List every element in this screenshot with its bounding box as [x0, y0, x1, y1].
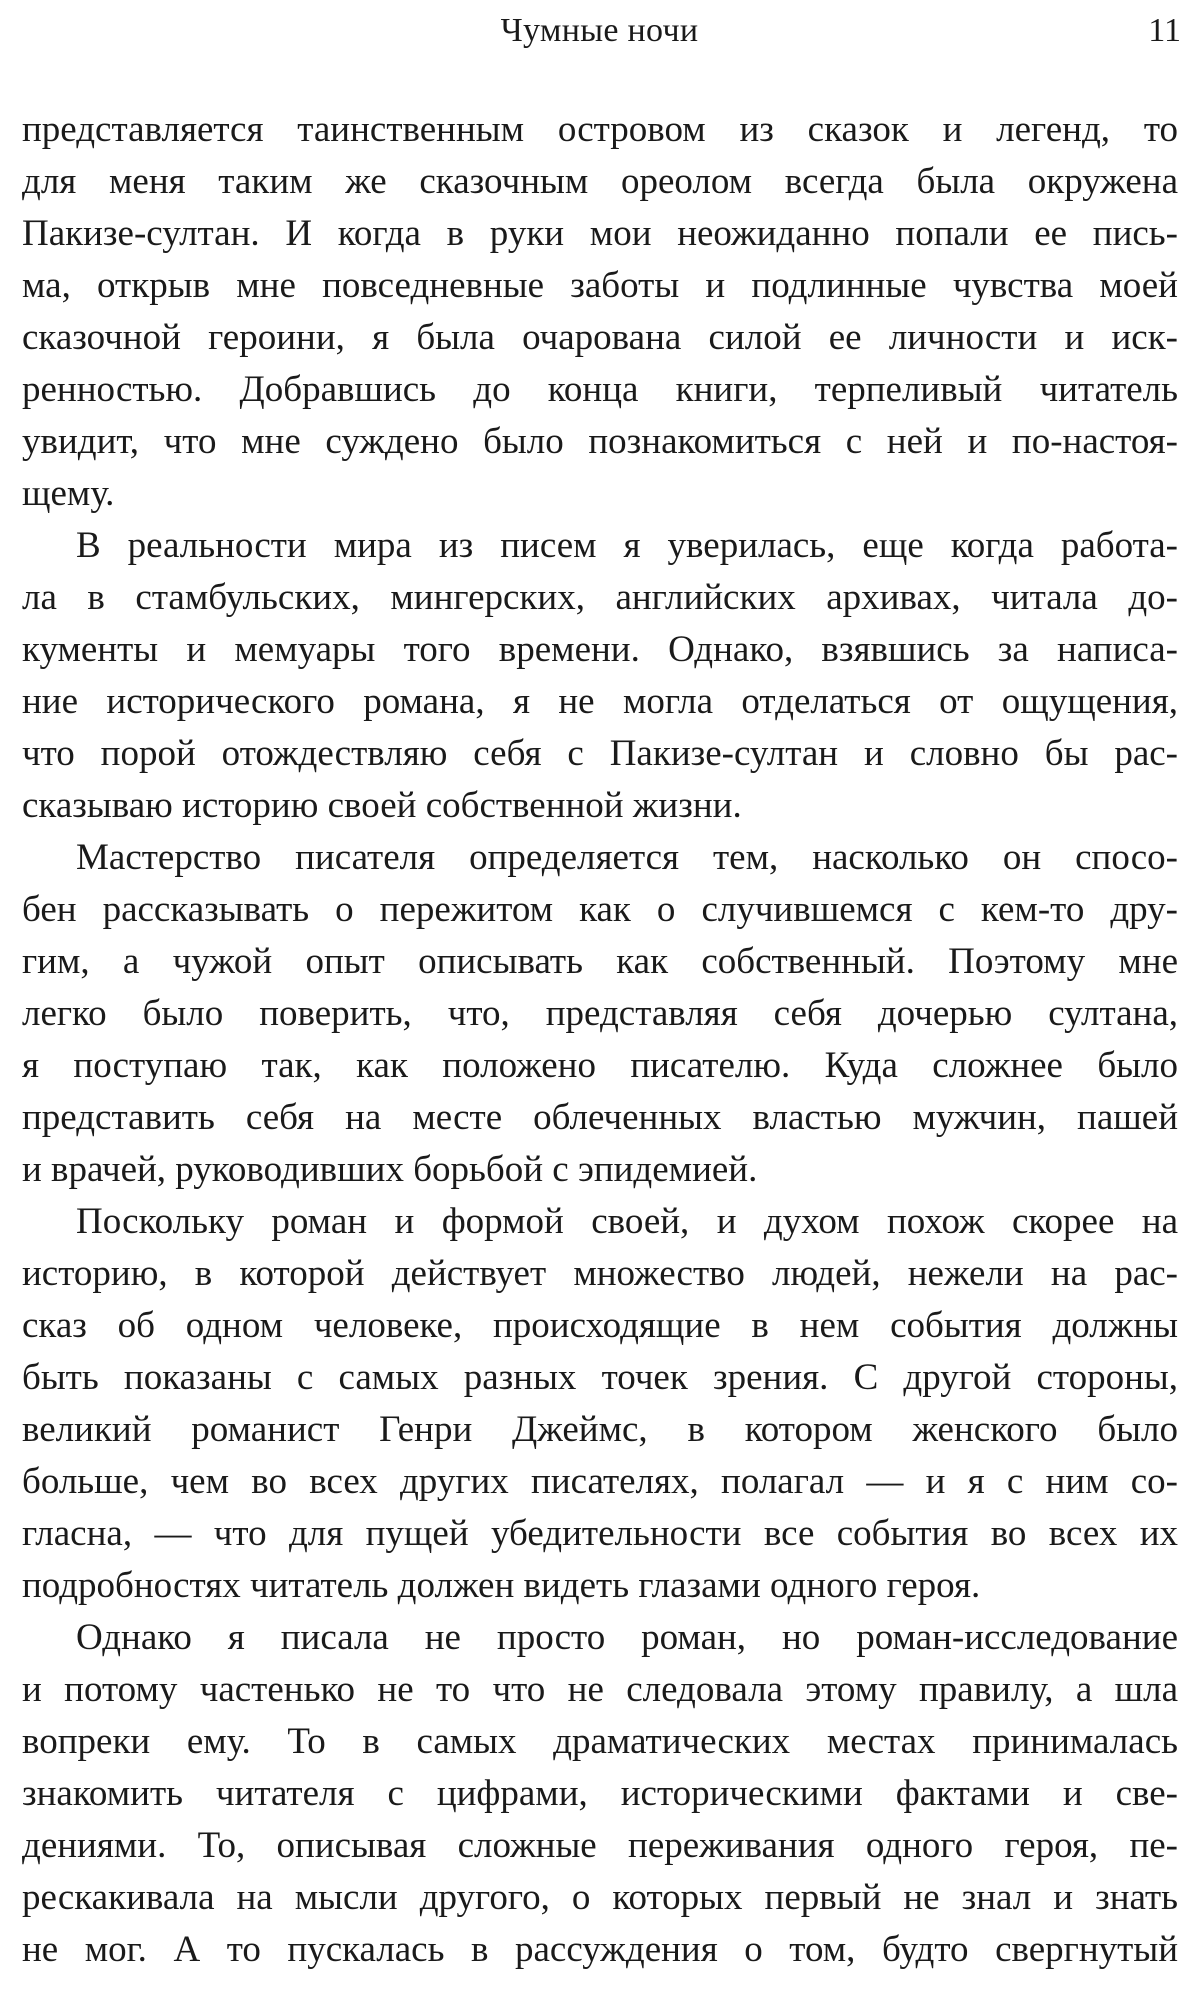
- text-line: ла в стамбульских, мингерских, английских архивах, читала до-: [22, 577, 1178, 618]
- text-line: Пакизе-султан. И когда в руки мои неожиданно попали ее пись-: [22, 213, 1178, 254]
- paragraph-first-line: Мастерство писателя определяется тем, насколько он спосо-: [76, 837, 1178, 878]
- text-line: рескакивала на мысли другого, о которых первый не знал и знать: [22, 1877, 1178, 1918]
- text-line: представить себя на месте облеченных властью мужчин, пашей: [22, 1097, 1178, 1138]
- text-line: сказ об одном человеке, происходящие в нем события должны: [22, 1305, 1178, 1346]
- running-title: Чумные ночи: [500, 12, 699, 49]
- text-line: дениями. То, описывая сложные переживания одного героя, пе-: [22, 1825, 1178, 1866]
- text-line: что порой отождествляю себя с Пакизе-султан и словно бы рас-: [22, 733, 1178, 774]
- running-header: [0, 6, 1199, 56]
- text-line: гласна, — что для пущей убедительности все события во всех их: [22, 1513, 1178, 1554]
- text-line: ренностью. Добравшись до конца книги, терпеливый читатель: [22, 369, 1178, 410]
- text-line: ма, открыв мне повседневные заботы и подлинные чувства моей: [22, 265, 1178, 306]
- text-line: кументы и мемуары того времени. Однако, взявшись за написа-: [22, 629, 1178, 670]
- page-number: 11: [1148, 12, 1181, 49]
- text-line: вопреки ему. То в самых драматических местах принималась: [22, 1721, 1178, 1762]
- text-line: сказочной героини, я была очарована силой ее личности и иск-: [22, 317, 1178, 358]
- text-line: не мог. А то пускалась в рассуждения о том, будто свергнутый: [22, 1929, 1178, 1970]
- text-line: больше, чем во всех других писателях, полагал — и я с ним со-: [22, 1461, 1178, 1502]
- text-line: быть показаны с самых разных точек зрения. С другой стороны,: [22, 1357, 1178, 1398]
- text-line: для меня таким же сказочным ореолом всегда была окружена: [22, 161, 1178, 202]
- paragraph-first-line: В реальности мира из писем я уверилась, еще когда работа-: [76, 525, 1178, 566]
- paragraph-first-line: Поскольку роман и формой своей, и духом похож скорее на: [76, 1201, 1178, 1242]
- text-line: я поступаю так, как положено писателю. Куда сложнее было: [22, 1045, 1178, 1086]
- text-line: увидит, что мне суждено было познакомиться с ней и по-настоя-: [22, 421, 1178, 462]
- text-line: подробностях читатель должен видеть глазами одного героя.: [22, 1565, 981, 1606]
- text-line: щему.: [22, 473, 115, 514]
- text-line: сказываю историю своей собственной жизни.: [22, 785, 742, 826]
- text-line: легко было поверить, что, представляя себя дочерью султана,: [22, 993, 1178, 1034]
- text-line: великий романист Генри Джеймс, в котором женского было: [22, 1409, 1178, 1450]
- text-line: историю, в которой действует множество людей, нежели на рас-: [22, 1253, 1178, 1294]
- text-line: бен рассказывать о пережитом как о случившемся с кем-то дру-: [22, 889, 1178, 930]
- text-line: и врачей, руководивших борьбой с эпидемией.: [22, 1149, 758, 1190]
- text-line: знакомить читателя с цифрами, историческими фактами и све-: [22, 1773, 1178, 1814]
- text-line: гим, а чужой опыт описывать как собственный. Поэтому мне: [22, 941, 1178, 982]
- text-line: ние исторического романа, я не могла отделаться от ощущения,: [22, 681, 1178, 722]
- text-line: представляется таинственным островом из сказок и легенд, то: [22, 109, 1178, 150]
- body-text: [22, 104, 1178, 1976]
- text-line: и потому частенько не то что не следовала этому правилу, а шла: [22, 1669, 1178, 1710]
- paragraph-first-line: Однако я писала не просто роман, но роман-исследование: [76, 1617, 1178, 1658]
